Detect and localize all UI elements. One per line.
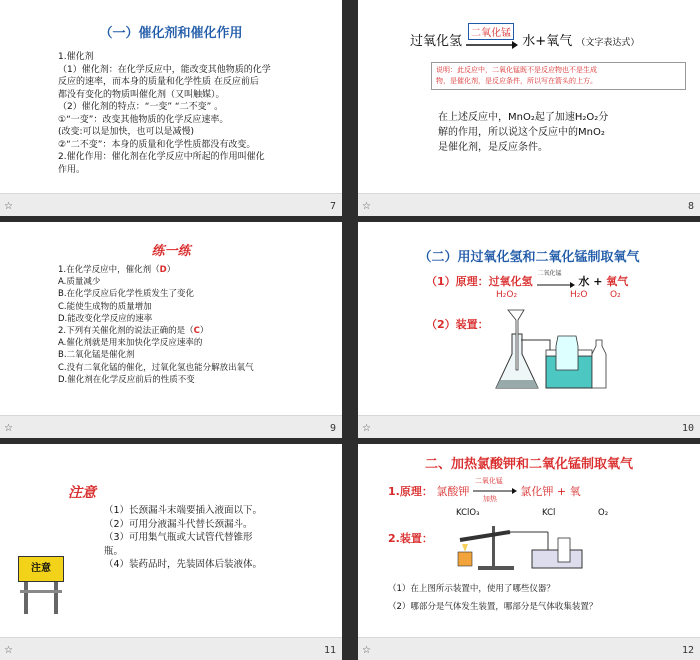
arrow-icon [537, 280, 575, 290]
reactant: 过氧化氢 [488, 275, 533, 288]
slide-12[interactable]: 二、加热氯酸钾和二氧化锰制取氧气 1.原理： 氯酸钾 二氧化锰 加热 氯化钾 + 氧 KClO₃ KCl O₂ 2.装置： （1）在上图所示装置中，使用了哪些仪器？ （2）哪部分是气体发生装置，哪部分是气体收集装置？ ☆ 12 [358, 444, 700, 660]
text-line: 物，是催化剂，是反应条件，所以写在箭头的上方。 [436, 77, 597, 85]
star-icon[interactable]: ☆ [4, 201, 13, 212]
slide-footer [358, 415, 700, 438]
page-number: 7 [329, 201, 336, 212]
question: （2）哪部分是气体发生装置，哪部分是气体收集装置？ [388, 602, 598, 612]
option: A.质量减少 [58, 277, 101, 288]
arrow-icon [466, 37, 518, 55]
option: A.催化剂就是用来加快化学反应速率的 [58, 338, 203, 349]
text-line: 是催化剂，是反应条件。 [438, 142, 548, 153]
option: C.能使生成物的质量增加 [58, 301, 152, 312]
slide-title: 练一练 [151, 244, 191, 259]
page-number: 8 [687, 201, 694, 212]
star-icon[interactable]: ☆ [362, 423, 371, 434]
slide-title: 二、加热氯酸钾和二氧化锰制取氧气 [424, 457, 633, 472]
product: 水+氧气 [522, 34, 573, 49]
text-line: 作用。 [58, 164, 86, 175]
warning-sign-icon [18, 556, 66, 618]
page-number: 9 [329, 423, 336, 434]
slide-footer [0, 193, 342, 216]
question-2: 2.下列有关催化剂的说法正确的是（C） [58, 326, 209, 337]
option: D.催化剂在化学反应前后的性质不变 [58, 374, 195, 385]
text-line: 1.催化剂 [58, 52, 94, 62]
slide-body [438, 110, 608, 155]
slide-title: 注意 [68, 485, 96, 501]
list-item: （3）可用集气瓶或大试管代替锥形 [104, 532, 253, 543]
apparatus-label: 2.装置： [388, 532, 433, 545]
reaction-arrow [473, 477, 517, 504]
catalyst-box: 二氧化锰 [468, 23, 514, 40]
slide-11[interactable] [0, 444, 342, 660]
list-item: 瓶。 [104, 545, 124, 557]
text-line: （1）催化剂：在化学反应中，能改变其他物质的化学 [58, 64, 271, 75]
reactant: 氯酸钾 [436, 485, 470, 498]
answer: D [159, 265, 167, 275]
option: B.二氧化锰是催化剂 [58, 350, 135, 361]
text-line: 在上述反应中，MnO₂起了加速H₂O₂分 [438, 112, 609, 123]
text-line: 解的作用，所以说这个反应中的MnO₂ [438, 127, 605, 138]
text-line: 说明：此反应中，二氧化锰既不是反应物也不是生成 [436, 66, 597, 74]
product-2: 氧气 [606, 275, 629, 288]
text-line: (改变:可以是加快，也可以是减慢) [58, 127, 195, 137]
product-1: 氯化钾 [520, 485, 554, 498]
slide-body [58, 51, 271, 176]
slide-body [104, 504, 262, 572]
text-line: 2.催化作用：催化剂在化学反应中所起的作用叫催化 [58, 152, 265, 162]
equation-note: （文字表达式） [576, 38, 640, 48]
page-number: 11 [323, 645, 336, 656]
text-line: ②“二不变”：本身的质量和化学性质都没有改变。 [58, 139, 256, 150]
slide-body [388, 580, 597, 616]
question-1: 1.在化学反应中，催化剂（D） [58, 265, 176, 275]
principle-equation: 1.原理： 氯酸钾 二氧化锰 加热 氯化钾 + 氧 [388, 477, 581, 503]
list-item: （4）装药品时，先装固体后装液体。 [104, 559, 263, 570]
reactant: 过氧化氢 [410, 34, 463, 49]
text-line: ①“一变”：改变其他物质的化学反应速率。 [58, 114, 229, 125]
slide-title: （一）催化剂和催化作用 [99, 26, 243, 41]
question: （1）在上图所示装置中，使用了哪些仪器？ [388, 584, 555, 594]
star-icon[interactable]: ☆ [4, 423, 13, 434]
star-icon[interactable]: ☆ [362, 645, 371, 656]
principle-equation: （1）原理：过氧化氢 二氧化锰 水 + 氧气 [426, 270, 629, 288]
answer: C [193, 326, 200, 337]
star-icon[interactable]: ☆ [362, 201, 371, 212]
option: D.能改变化学反应的速率 [58, 313, 153, 324]
word-equation [410, 27, 640, 51]
slide-footer [0, 415, 342, 438]
reaction-arrow [537, 270, 575, 289]
page-number: 12 [681, 645, 694, 656]
text-line: （2）催化剂的特点：“一变” “二不变” 。 [58, 102, 224, 112]
product-1: 水 [578, 275, 590, 288]
product-2: 氧 [569, 485, 581, 498]
slide-9[interactable] [0, 222, 342, 438]
text-line: 都没有变化的物质叫催化剂（又叫触媒）。 [58, 89, 225, 100]
catalyst-label: 二氧化锰 [537, 270, 562, 277]
slide-body [58, 264, 254, 386]
slide-footer [358, 193, 700, 216]
slide-8[interactable] [358, 0, 700, 216]
option: B.在化学反应后化学性质发生了变化 [58, 289, 195, 300]
option: C.没有二氧化锰的催化，过氧化氢也能分解放出氧气 [58, 362, 254, 373]
catalyst-label: 二氧化锰 [474, 477, 503, 485]
apparatus-diagram [490, 306, 610, 406]
list-item: （2）可用分液漏斗代替长颈漏斗。 [104, 518, 253, 530]
sign-label: 注意 [18, 556, 64, 582]
star-icon[interactable]: ☆ [4, 645, 13, 656]
apparatus-diagram [454, 522, 588, 572]
reaction-arrow [466, 27, 518, 51]
explanation-box [431, 62, 686, 90]
apparatus-label: （2）装置： [426, 318, 489, 331]
slide-10[interactable]: （二）用过氧化氢和二氧化锰制取氧气 （1）原理：过氧化氢 二氧化锰 水 + 氧气 H₂O₂ H₂O O₂ （2）装置： ☆ 10 [358, 222, 700, 438]
text-line: 反应的速率，而本身的质量和化学性质 在反应前后 [58, 77, 259, 87]
list-item: （1）长颈漏斗末端要插入液面以下。 [104, 505, 263, 516]
slide-7[interactable] [0, 0, 342, 216]
page-number: 10 [681, 423, 694, 434]
condition-label: 加热 [482, 495, 497, 503]
slide-title: （二）用过氧化氢和二氧化锰制取氧气 [418, 250, 640, 265]
